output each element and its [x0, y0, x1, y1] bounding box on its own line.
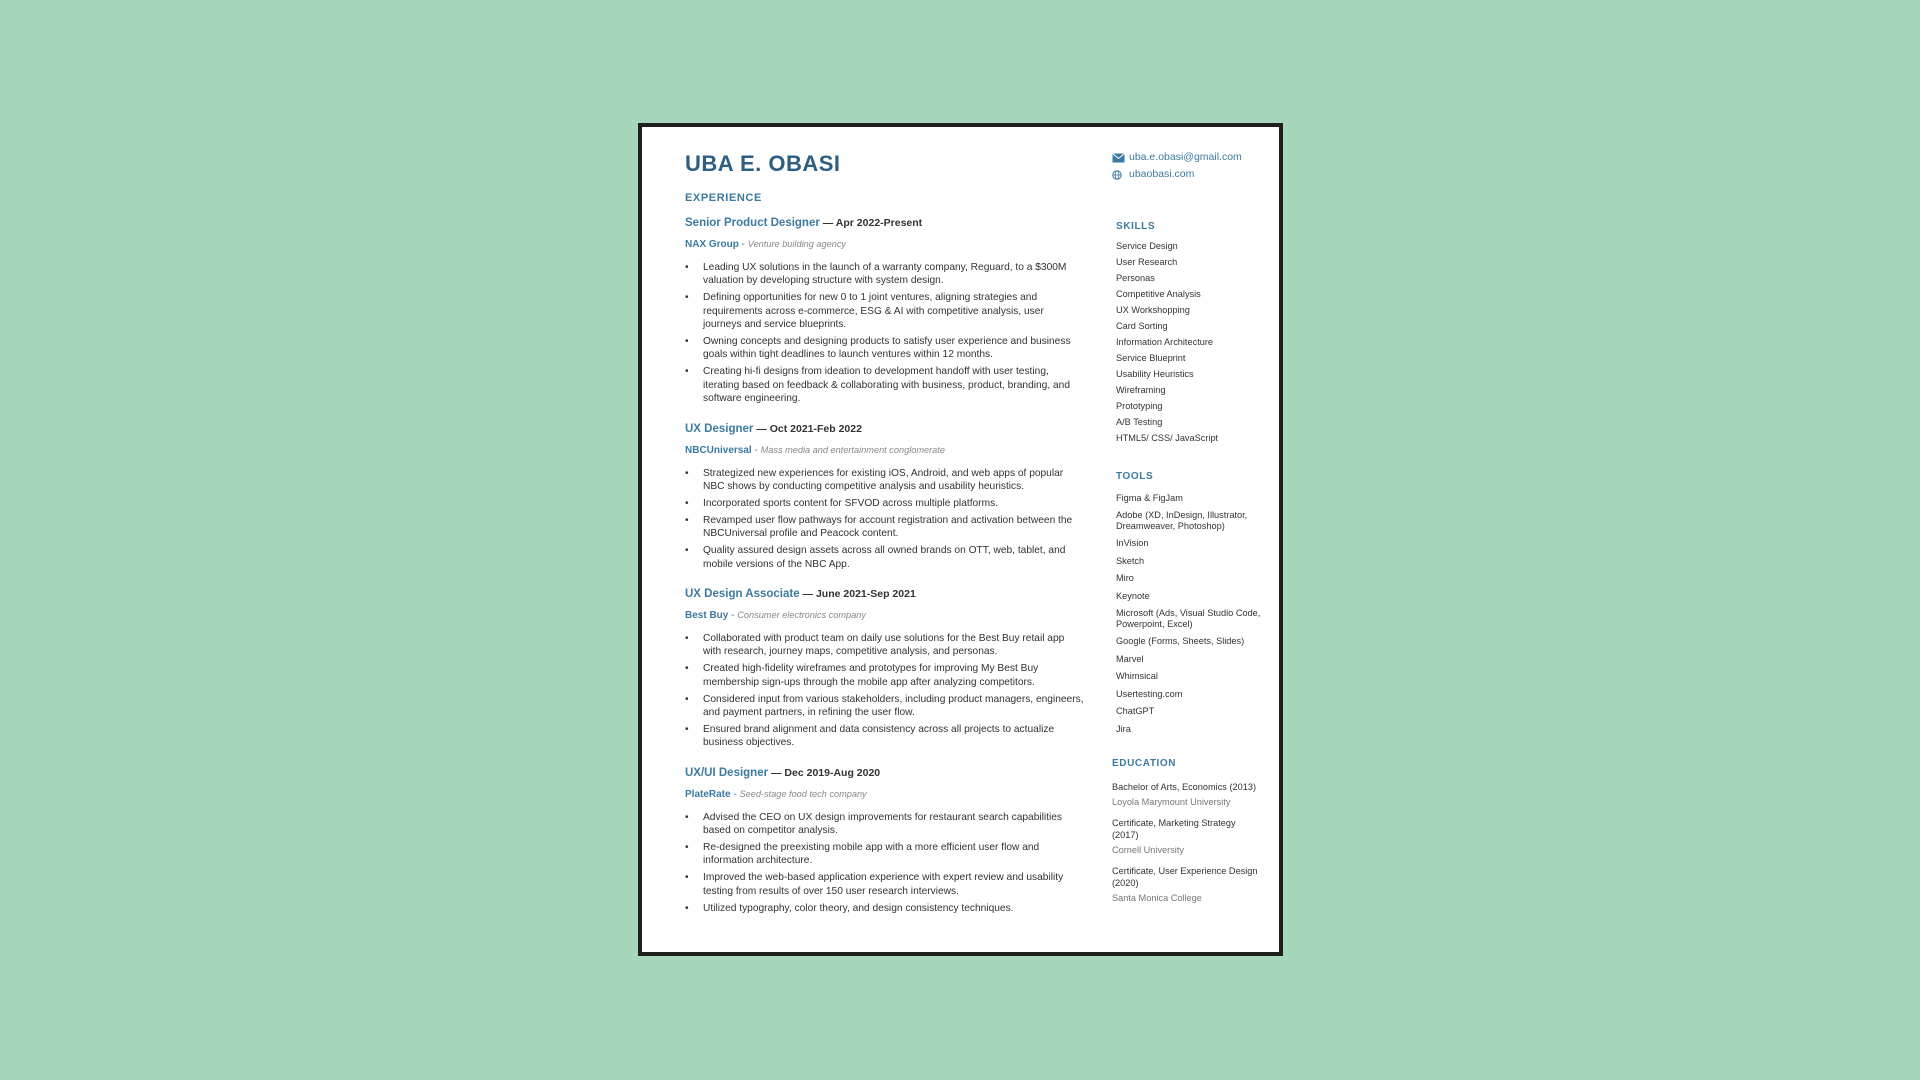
tool-item: ChatGPT — [1116, 706, 1155, 716]
job-entry — [685, 422, 1085, 571]
resume-page — [638, 123, 1283, 956]
job-separator: — — [799, 587, 816, 600]
job-bullets — [685, 261, 1085, 406]
bullet-dot: • — [685, 811, 689, 823]
job-company — [685, 238, 1085, 251]
bullet-dot: • — [685, 663, 689, 675]
job-dates: June 2021-Sep 2021 — [815, 587, 916, 600]
education-list — [1112, 781, 1262, 904]
company-description: Mass media and entertainment conglomerate — [760, 444, 945, 455]
bullet-text: Ensured brand alignment and data consistency across all projects to actualize business objectives. — [703, 723, 1055, 749]
skill-item: HTML5/ CSS/ JavaScript — [1116, 433, 1219, 443]
education-degree: Certificate, Marketing Strategy (2017) — [1112, 818, 1236, 840]
bullet-item — [685, 497, 1085, 510]
skills-heading: SKILLS — [1116, 221, 1156, 232]
job-bullets — [685, 811, 1085, 915]
bullet-item — [685, 841, 1085, 868]
job-separator: — — [768, 766, 785, 779]
resume-name: UBA E. OBASI — [685, 151, 841, 176]
job-separator: — — [753, 422, 770, 435]
skill-item: Service Design — [1116, 241, 1178, 251]
education-school: Loyola Marymount University — [1112, 797, 1231, 807]
education-school: Santa Monica College — [1112, 893, 1202, 903]
mail-icon — [1112, 153, 1125, 163]
skill-item: UX Workshopping — [1116, 305, 1190, 315]
bullet-dot: • — [685, 497, 689, 509]
website-link[interactable]: ubaobasi.com — [1129, 168, 1195, 180]
bullet-text: Creating hi-fi designs from ideation to development handoff with user testing, iterating based on feedback & collaborating with business, product, branding, and software engineering. — [703, 366, 1070, 405]
tool-item: Marvel — [1116, 653, 1144, 664]
bullet-item — [685, 693, 1085, 720]
job-role: UX Designer — [685, 422, 754, 435]
bullet-text: Strategized new experiences for existing iOS, Android, and web apps of popular NBC shows by conducting competitive analysis and usability heuristics. — [703, 467, 1064, 492]
skills-list — [1116, 241, 1262, 445]
bullet-dot: • — [685, 872, 689, 884]
bullet-text: Defining opportunities for new 0 to 1 joint ventures, aligning strategies and requirements across e-commerce, ESG & AI with competitive analysis, user journeys and service blueprints. — [703, 292, 1044, 331]
bullet-dot: • — [685, 467, 689, 479]
job-bullets — [685, 467, 1085, 571]
company-name: NAX Group — [685, 239, 739, 250]
bullet-text: Improved the web-based application experience with expert review and usability testing from results of over 150 user research interviews. — [703, 872, 1064, 897]
company-description: Venture building agency — [747, 239, 847, 249]
bullet-item — [685, 291, 1085, 331]
education-item — [1112, 781, 1262, 808]
bullet-text: Created high-fidelity wireframes and prototypes for improving My Best Buy membership sign-ups through the mobile app after analyzing competitors. — [703, 663, 1039, 688]
job-header — [685, 587, 1085, 601]
bullet-dot: • — [685, 262, 689, 273]
company-separator: - — [751, 444, 761, 456]
tool-item: Miro — [1116, 573, 1134, 583]
experience-list — [685, 216, 1085, 915]
skill-item: Card Sorting — [1116, 321, 1168, 331]
bullet-text: Leading UX solutions in the launch of a warranty company, Reguard, to a $300M valuation by developing structure with system design. — [703, 262, 1067, 287]
bullet-dot: • — [685, 723, 689, 735]
skill-item: Prototyping — [1116, 401, 1163, 411]
bullet-text: Re-designed the preexisting mobile app with a more efficient user flow and information architecture. — [703, 841, 1040, 867]
tools-list — [1116, 493, 1262, 735]
job-header — [685, 422, 1085, 436]
skill-item: A/B Testing — [1116, 417, 1163, 427]
bullet-text: Quality assured design assets across all owned brands on OTT, web, tablet, and mobile versions of the NBC App. — [703, 545, 1066, 570]
tools-section — [1116, 471, 1262, 735]
bullet-dot: • — [685, 514, 689, 526]
tool-item: Google (Forms, Sheets, Slides) — [1116, 636, 1245, 646]
job-entry — [685, 216, 1085, 406]
bullet-item — [685, 365, 1085, 405]
company-separator: - — [728, 609, 738, 621]
skill-item: Competitive Analysis — [1116, 289, 1201, 299]
bullet-text: Utilized typography, color theory, and design consistency techniques. — [703, 902, 1014, 914]
skills-section — [1116, 221, 1262, 445]
bullet-dot: • — [685, 693, 689, 705]
skill-item: Service Blueprint — [1116, 353, 1186, 363]
job-role: Senior Product Designer — [685, 217, 820, 229]
bullet-dot: • — [685, 366, 689, 378]
bullet-item — [685, 261, 1085, 288]
email-link[interactable]: uba.e.obasi@gmail.com — [1129, 151, 1242, 163]
skill-item: User Research — [1116, 257, 1178, 267]
bullet-text: Collaborated with product team on daily use solutions for the Best Buy retail app with research, journey maps, competitive analysis, and personas. — [703, 632, 1065, 658]
company-name: NBCUniversal — [685, 444, 752, 456]
company-name: Best Buy — [685, 609, 729, 621]
bullet-item — [685, 632, 1085, 659]
education-section — [1112, 758, 1262, 904]
tool-item: Adobe (XD, InDesign, Illustrator, Dreamweaver, Photoshop) — [1116, 510, 1248, 531]
tool-item: Sketch — [1116, 555, 1145, 566]
tool-item: InVision — [1116, 538, 1149, 548]
job-entry — [685, 766, 1085, 915]
job-header — [685, 216, 1085, 230]
bullet-item — [685, 467, 1085, 494]
bullet-dot: • — [685, 545, 689, 557]
skill-item: Usability Heuristics — [1116, 369, 1194, 379]
bullet-item — [685, 723, 1085, 750]
skill-item: Information Architecture — [1116, 337, 1214, 347]
company-separator: - — [738, 239, 748, 250]
tool-item: Usertesting.com — [1116, 688, 1183, 699]
job-role: UX Design Associate — [685, 587, 800, 600]
education-heading: EDUCATION — [1112, 758, 1177, 769]
job-company — [685, 609, 1085, 622]
bullet-item — [685, 811, 1085, 838]
side-column — [1112, 149, 1262, 913]
job-dates: Apr 2022-Present — [835, 217, 923, 229]
bullet-dot: • — [685, 902, 689, 914]
education-school: Cornell University — [1112, 845, 1184, 855]
bullet-item — [685, 902, 1085, 915]
job-company — [685, 444, 1085, 457]
job-role: UX/UI Designer — [685, 766, 769, 779]
tool-item: Keynote — [1116, 590, 1150, 601]
globe-icon — [1112, 170, 1125, 180]
bullet-item — [685, 514, 1085, 541]
job-bullets — [685, 632, 1085, 750]
bullet-text: Considered input from various stakeholders, including product managers, engineers, and payment partners, in refining the user flow. — [703, 693, 1084, 718]
bullet-item — [685, 662, 1085, 689]
bullet-dot: • — [685, 292, 689, 304]
education-degree: Bachelor of Arts, Economics (2013) — [1112, 782, 1257, 792]
job-entry — [685, 587, 1085, 750]
job-company — [685, 788, 1085, 801]
tool-item: Figma & FigJam — [1116, 492, 1183, 503]
company-separator: - — [730, 788, 740, 800]
company-name: PlateRate — [685, 788, 731, 800]
tool-item: Whimsical — [1116, 671, 1158, 681]
bullet-item — [685, 544, 1085, 571]
job-dates: Dec 2019-Aug 2020 — [784, 766, 881, 779]
job-dates: Oct 2021-Feb 2022 — [769, 422, 862, 435]
experience-heading: EXPERIENCE — [685, 192, 762, 204]
skill-item: Wireframing — [1116, 385, 1166, 395]
contact-block — [1112, 149, 1262, 183]
tool-item: Jira — [1116, 723, 1131, 734]
bullet-text: Owning concepts and designing products to satisfy user experience and business goals within tight deadlines to launch ventures within 12 months. — [703, 336, 1071, 361]
tools-heading: TOOLS — [1116, 470, 1154, 482]
bullet-dot: • — [685, 632, 689, 644]
education-item — [1112, 865, 1262, 904]
bullet-text: Incorporated sports content for SFVOD across multiple platforms. — [703, 497, 998, 509]
job-header — [685, 766, 1085, 780]
contact-email[interactable] — [1112, 149, 1262, 166]
bullet-text: Advised the CEO on UX design improvements for restaurant search capabilities based on competitor analysis. — [703, 811, 1062, 837]
bullet-dot: • — [685, 336, 689, 348]
contact-website[interactable] — [1112, 166, 1262, 183]
job-separator: — — [819, 217, 836, 229]
bullet-dot: • — [685, 841, 689, 853]
bullet-text: Revamped user flow pathways for account registration and activation between the NBCUniversal profile and Peacock content. — [703, 514, 1073, 540]
bullet-item — [685, 871, 1085, 898]
education-degree: Certificate, User Experience Design (2020) — [1112, 866, 1258, 888]
company-description: Consumer electronics company — [737, 609, 866, 620]
main-column — [685, 151, 1085, 931]
company-description: Seed-stage food tech company — [739, 788, 867, 799]
tool-item: Microsoft (Ads, Visual Studio Code, Powerpoint, Excel) — [1116, 608, 1261, 629]
bullet-item — [685, 335, 1085, 362]
education-item — [1112, 817, 1262, 856]
skill-item: Personas — [1116, 273, 1155, 283]
